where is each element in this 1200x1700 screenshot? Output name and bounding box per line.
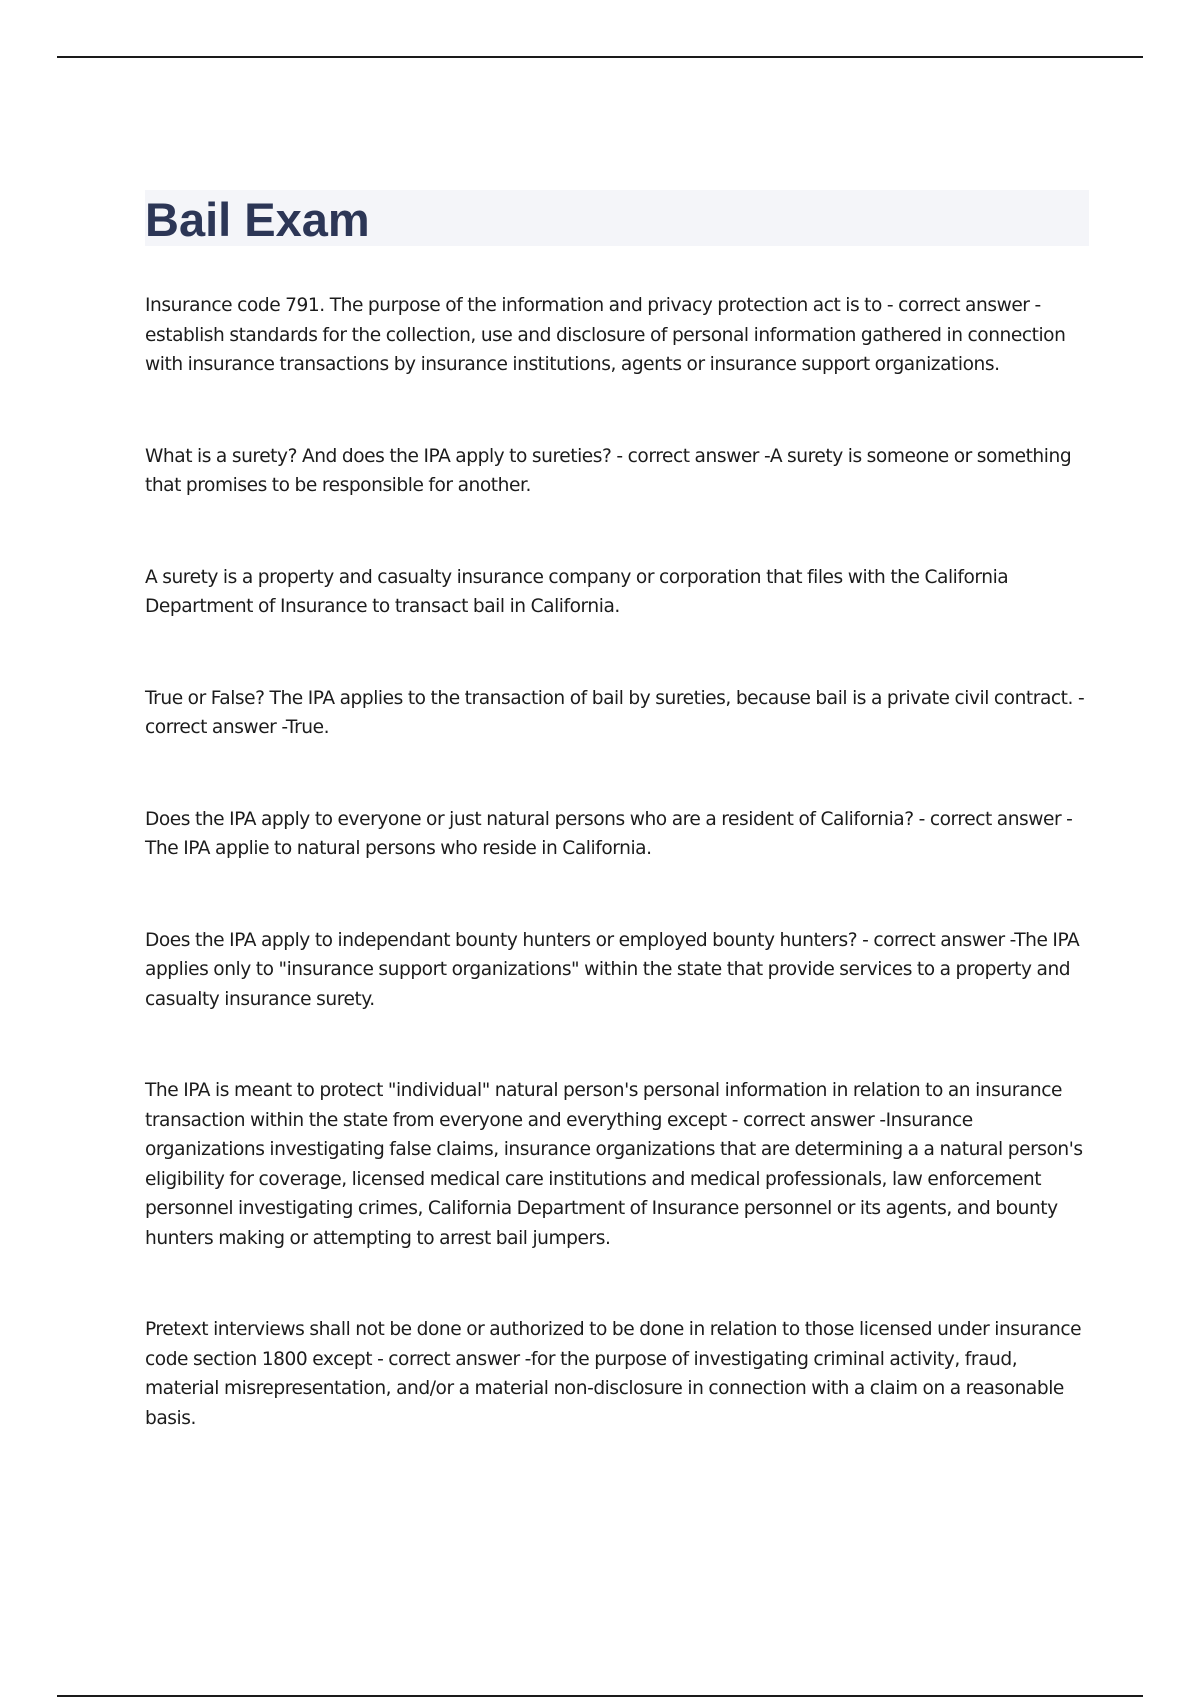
answer-text: The IPA applie to natural persons who reside in California. — [145, 838, 652, 859]
question-text: What is a surety? And does the IPA apply to sureties? - correct answer - — [145, 445, 770, 467]
question-text: Does the IPA apply to everyone or just natural persons who are a resident of California? - correct answer - — [145, 808, 1071, 830]
footer-rule — [57, 1695, 1143, 1697]
question-text: True or False? The IPA applies to the transaction of bail by sureties, because bail is a private civil contract. - correct answer - — [145, 687, 1085, 738]
qa-entry — [145, 442, 1095, 501]
qa-entry — [145, 291, 1095, 380]
answer-text: A surety is someone or something that promises to be responsible for another. — [145, 445, 1072, 496]
answer-text: A surety is a property and casualty insurance company or corporation that files with the California Department of Insurance to transact bail in California. — [145, 566, 1009, 617]
question-text: Does the IPA apply to independant bounty hunters or employed bounty hunters? - correct answer - — [145, 929, 1015, 951]
answer-text: Insurance organizations investigating false claims, insurance organizations that are determining a a natural person's eligibility for coverage, licensed medical care institutions and medical professionals, law enforcement personnel investigating crimes, California Department of Insurance personnel or its agents, and bounty hunters making or attempting to arrest bail jumpers. — [145, 1109, 1083, 1249]
qa-entry — [145, 563, 1095, 622]
answer-text: establish standards for the collection, use and disclosure of personal information gathered in connection with insurance transactions by insurance institutions, agents or insurance support organizations. — [145, 324, 1066, 375]
question-text: Pretext interviews shall not be done or authorized to be done in relation to those licensed under insurance code section 1800 except - correct answer - — [145, 1319, 1082, 1370]
question-text: Insurance code 791. The purpose of the information and privacy protection act is to - correct answer - — [145, 295, 1041, 316]
qa-entry — [145, 684, 1095, 743]
header-rule — [57, 56, 1143, 58]
title-banner — [145, 190, 1089, 246]
answer-text: True. — [285, 717, 330, 738]
qa-entry — [145, 1315, 1095, 1433]
qa-entry — [145, 1076, 1095, 1253]
question-text: The IPA is meant to protect "individual" natural person's personal information in relation to an insurance transaction within the state from everyone and everything except - correct answer - — [145, 1080, 1062, 1131]
qa-entry — [145, 926, 1095, 1015]
answer-text: for the purpose of investigating criminal activity, fraud, material misrepresentation, and/or a material non-disclosure in connection with a claim on a reasonable basis. — [145, 1348, 1064, 1429]
qa-entry — [145, 805, 1095, 864]
page-title: Bail Exam — [145, 193, 370, 246]
qa-list — [145, 291, 1095, 1495]
answer-text: The IPA applies only to "insurance support organizations" within the state that provide services to a property and casualty insurance surety. — [145, 929, 1080, 1010]
